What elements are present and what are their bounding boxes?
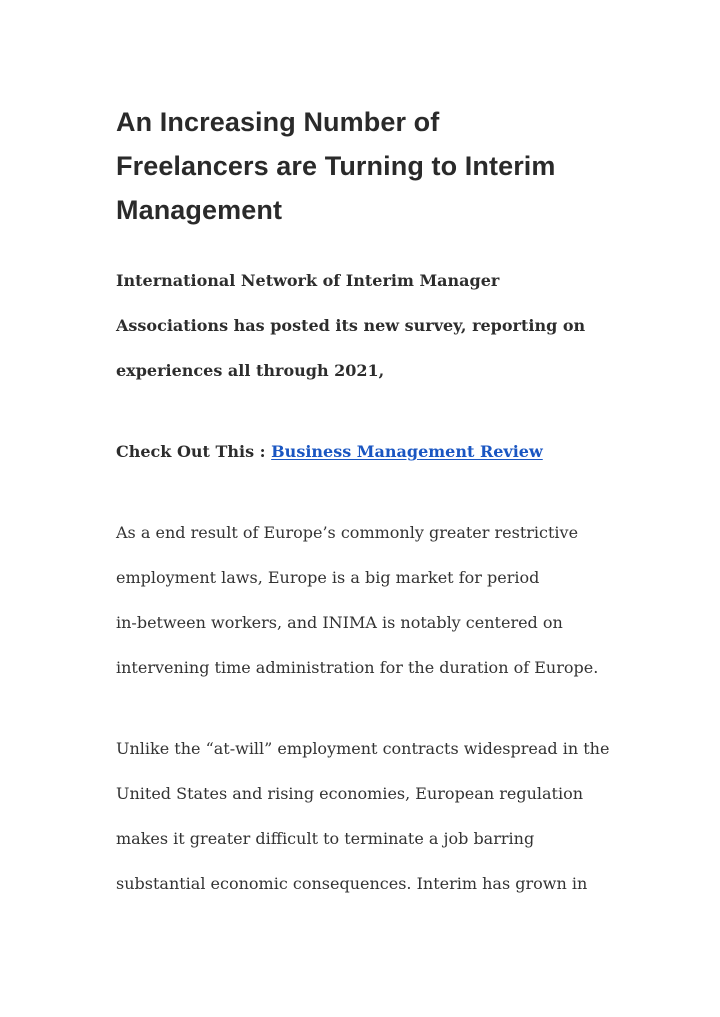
paragraph-line: makes it greater difficult to terminate a job barring bbox=[116, 829, 535, 848]
check-out-line bbox=[116, 429, 616, 474]
title-line: An Increasing Number of bbox=[116, 107, 440, 137]
paragraph-line: employment laws, Europe is a big market for period bbox=[116, 568, 540, 587]
paragraph-line: intervening time administration for the duration of Europe. bbox=[116, 658, 599, 677]
title-line: Management bbox=[116, 195, 283, 225]
article-title bbox=[116, 100, 616, 232]
intro-line: experiences all through 2021, bbox=[116, 361, 385, 380]
document-content bbox=[116, 100, 616, 906]
paragraph-line: Unlike the “at-will” employment contracts widespread in the bbox=[116, 739, 610, 758]
business-management-review-link[interactable]: Business Management Review bbox=[271, 442, 543, 461]
intro-line: Associations has posted its new survey, reporting on bbox=[116, 316, 586, 335]
check-out-prefix: Check Out This : bbox=[116, 442, 272, 461]
paragraph-line: substantial economic consequences. Interim has grown in bbox=[116, 874, 588, 893]
paragraph-line: United States and rising economies, European regulation bbox=[116, 784, 584, 803]
body-paragraph bbox=[116, 726, 616, 906]
title-line: Freelancers are Turning to Interim bbox=[116, 151, 556, 181]
paragraph-line: As a end result of Europe’s commonly greater restrictive bbox=[116, 523, 579, 542]
intro-line: International Network of Interim Manager bbox=[116, 271, 500, 290]
body-paragraph bbox=[116, 510, 616, 690]
paragraph-line: in-between workers, and INIMA is notably centered on bbox=[116, 613, 563, 632]
intro-paragraph bbox=[116, 258, 616, 393]
